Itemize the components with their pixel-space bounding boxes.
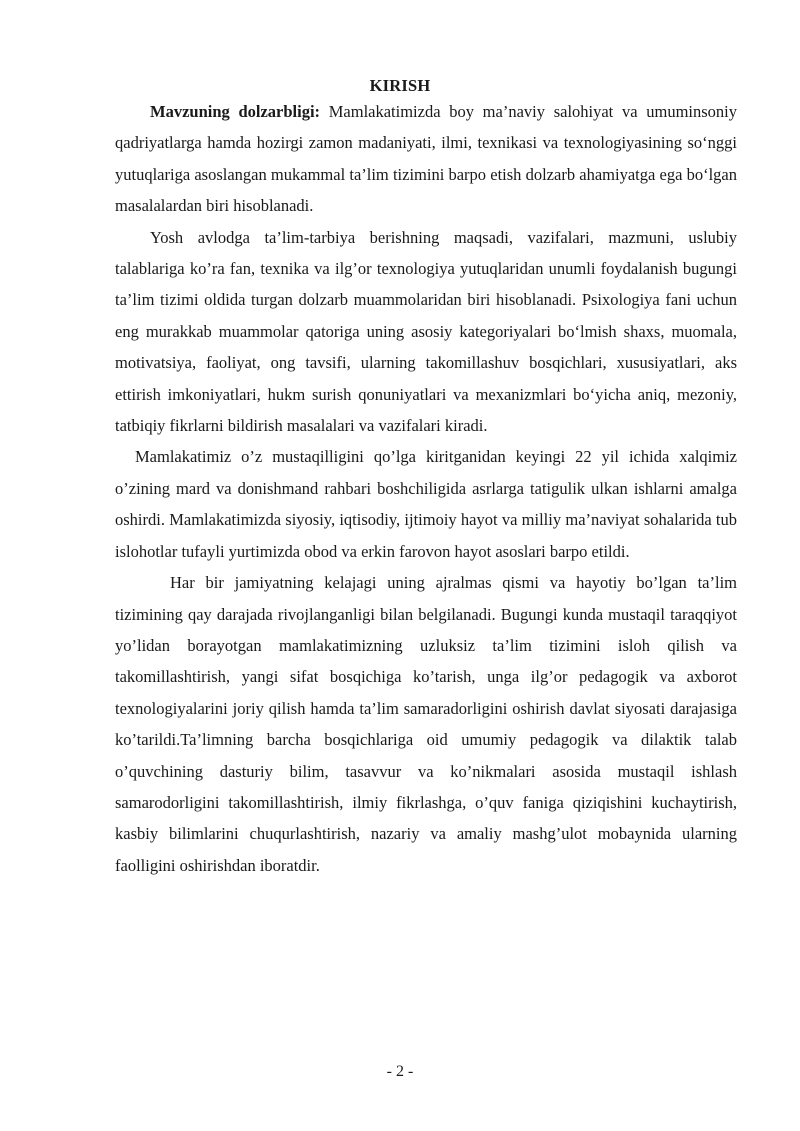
paragraph-text: Mamlakatimizda boy ma’naviy salohiyat va umuminsoniy qadriyatlarga hamda hozirgi zamon madaniyati, ilmi, texnikasi va texnologiyasining so‘nggi yutuqlariga asoslangan mukammal ta’lim tizimini barpo etish dolzarb ahamiyatga ega bo‘lgan masalalardan biri hisoblanadi.	[115, 102, 737, 216]
paragraph-education-goals: Yosh avlodga ta’lim-tarbiya berishning maqsadi, vazifalari, mazmuni, uslubiy talablariga ko’ra fan, texnika va ilg’or texnologiya yutuqlaridan unumli foydalanish bugungi ta’lim tizimi oldida turgan dolzarb muammolaridan biri hisoblanadi. Psixologiya fani uchun eng murakkab muammolar qatoriga uning asosiy kategoriyalari bo‘lmish shaxs, muomala, motivatsiya, faoliyat, ong tavsifi, ularning takomillashuv bosqichlari, xususiyatlari, aks ettirish imkoniyatlari, hukm surish qonuniyatlari va mexanizmlari bo‘yicha aniq, mezoniy, tatbiqiy fikrlarni bildirish masalalari va vazifalari kiradi.	[115, 227, 737, 436]
paragraph-relevance	[115, 96, 737, 222]
paragraph-independence: Mamlakatimiz o’z mustaqilligini qo’lga kiritganidan keyingi 22 yil ichida xalqimiz o’zining mard va donishmand rahbari boshchiligida asrlarga tatigulik ulkan ishlarni amalga oshirdi. Mamlakatimizda siyosiy, iqtisodiy, ijtimoiy hayot va milliy ma’naviyat sohalarida tub islohotlar tufayli yurtimizda obod va erkin farovon hayot asoslari barpo etildi.	[115, 447, 737, 561]
paragraph-education-system: Har bir jamiyatning kelajagi uning ajralmas qismi va hayotiy bo’lgan ta’lim tizimining qay darajada rivojlanganligi bilan belgilanadi. Bugungi kunda mustaqil taraqqiyot yo’lidan borayotgan mamlakatimizning uzluksiz ta’lim tizimini isloh qilish va takomillashtirish, yangi sifat bosqichiga ko’tarish, unga ilg’or pedagogik va axborot texnologiyalarini joriy qilish hamda ta’lim samaradorligini oshirish davlat siyosati darajasiga ko’tarildi.Ta’limning barcha bosqichlariga oid umumiy pedagogik va dilaktik talab o’quvchining dasturiy bilim, tasavvur va ko’nikmalari asosida mustaqil ishlash samarodorligini takomillashtirish, ilmiy fikrlashga, o’quv faniga qiziqishini kuchaytirish, kasbiy bilimlarini chuqurlashtirish, nazariy va amaliy mashg’ulot mobaynida ularning faolligini oshirishdan iboratdir.	[115, 573, 737, 875]
page-title: KIRISH	[369, 76, 431, 95]
body-text	[115, 96, 737, 881]
page-number: - 2 -	[386, 1063, 414, 1080]
paragraph-lead: Mavzuning dolzarbligi:	[150, 102, 321, 121]
